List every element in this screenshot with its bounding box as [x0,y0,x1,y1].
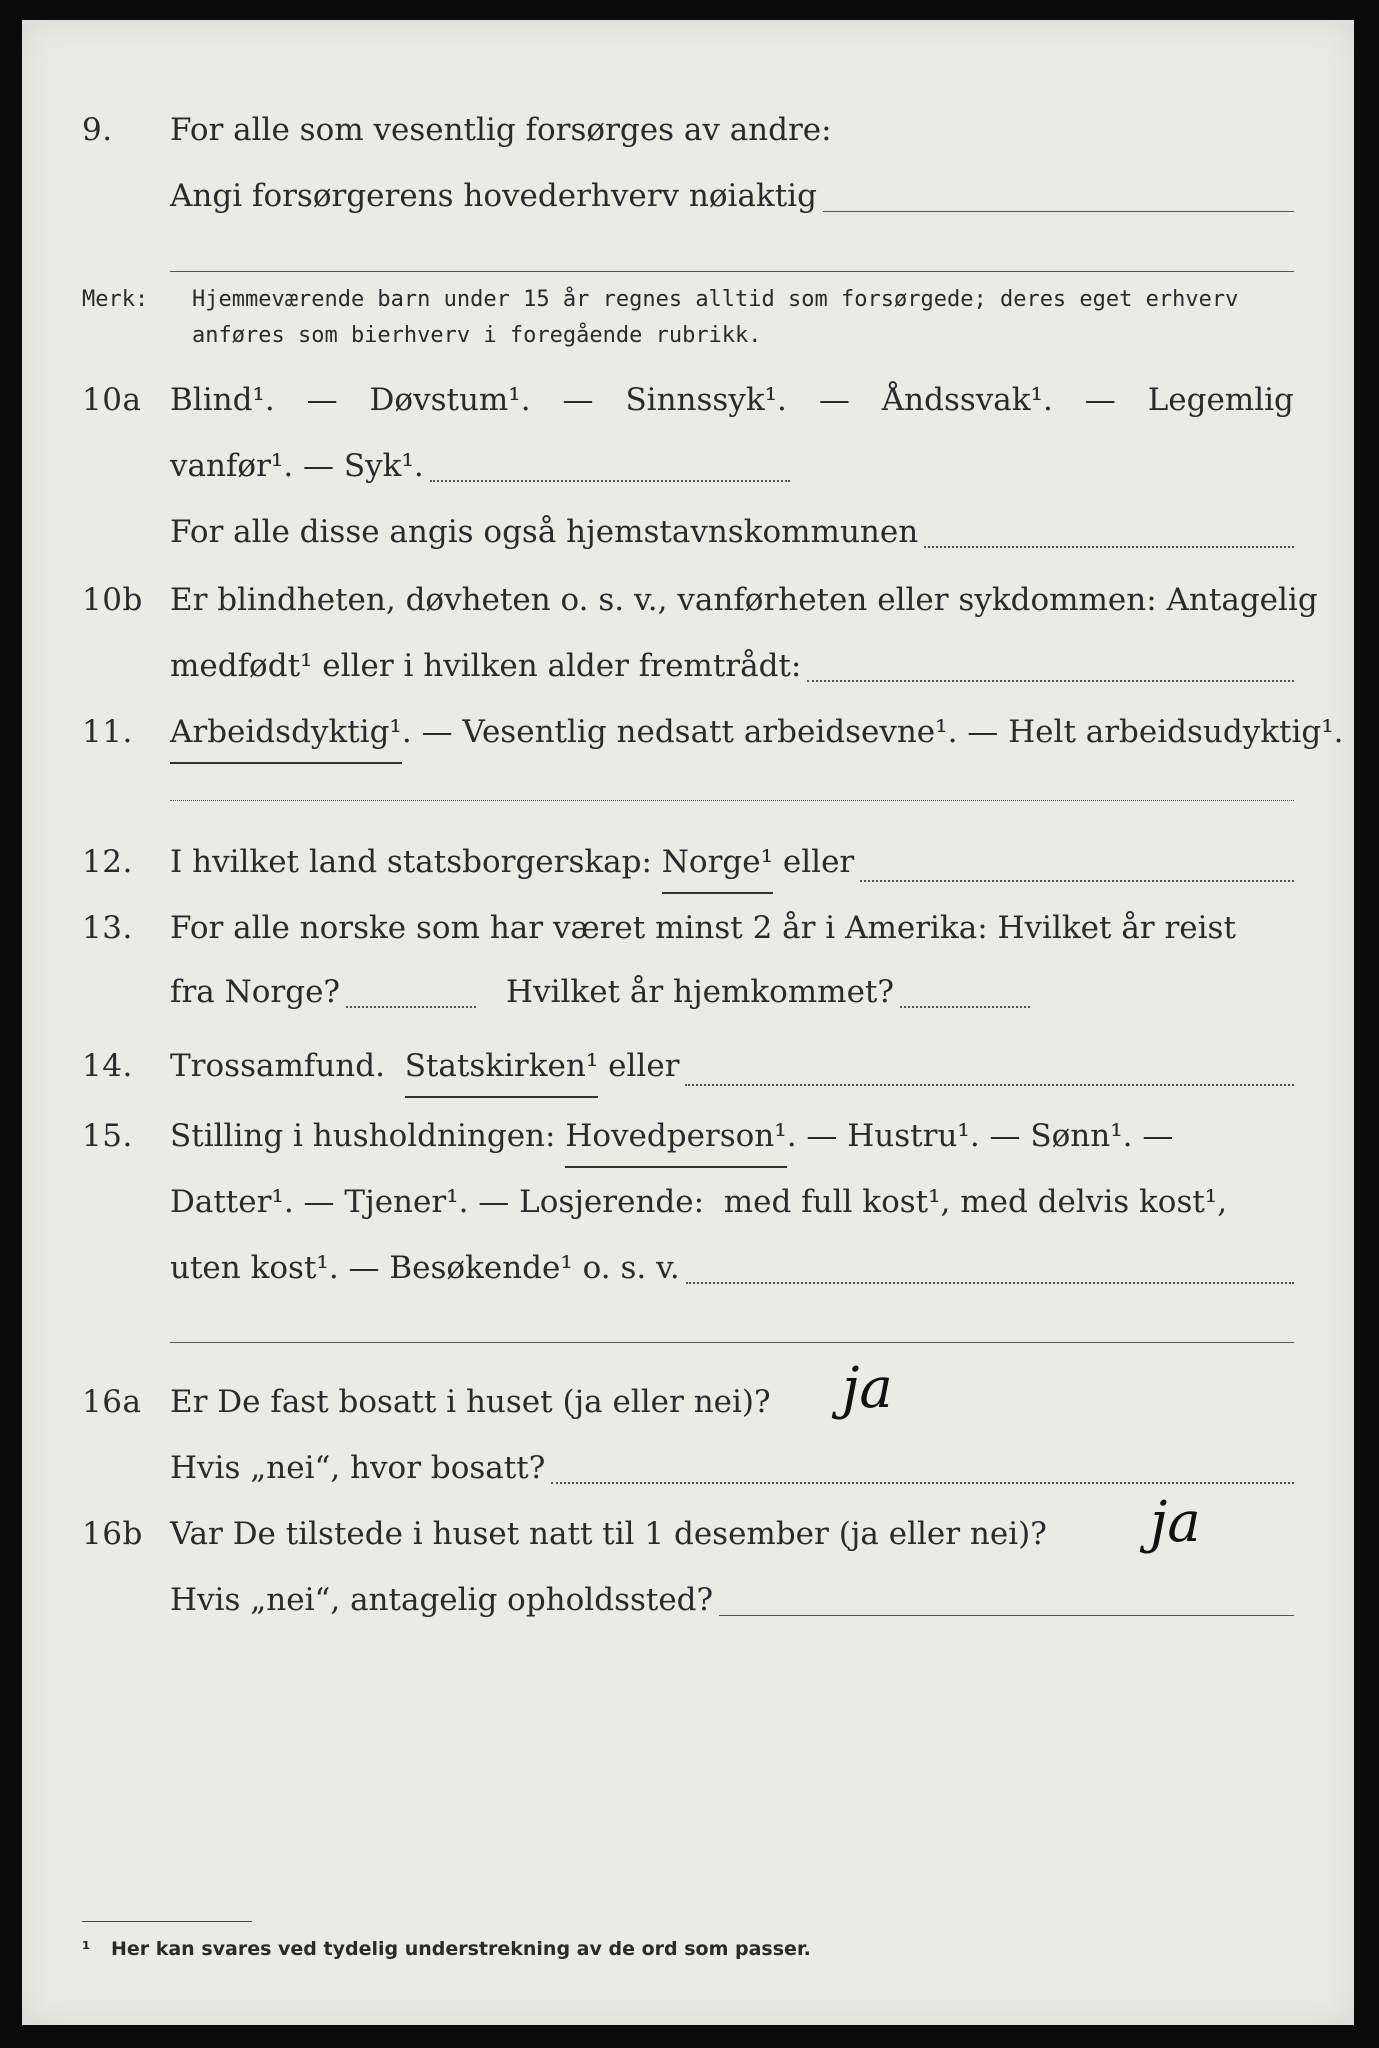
handwritten-answer: ja [1150,1490,1201,1555]
answer-line[interactable] [170,800,1294,801]
question-11 [22,704,1354,760]
footnote [82,1934,1294,1964]
question-text: Hvis „nei“, hvor bosatt? [170,1450,546,1486]
answer-line[interactable] [686,1281,1294,1284]
question-number: 15. [82,1118,133,1154]
question-text: Hvilket år hjemkommet? [506,974,895,1010]
question-15 [22,1108,1354,1164]
dash: — [1084,382,1116,418]
question-number: 13. [82,910,133,946]
question-16a-line-2 [22,1440,1354,1496]
question-text: fra Norge? [170,974,341,1010]
answer-line[interactable] [823,210,1294,212]
answer-line[interactable] [170,1342,1294,1343]
form-page [22,20,1354,2025]
question-text: Hvis „nei“, antagelig opholdssted? [170,1582,714,1618]
question-12 [22,834,1354,890]
option-blind[interactable]: Blind¹. [170,382,275,418]
question-text: Angi forsørgerens hovederhverv nøiaktig [170,178,817,214]
question-10b-line-2 [22,638,1354,694]
question-10a [22,372,1354,428]
question-13 [22,900,1354,956]
question-text: Stilling i husholdningen: [170,1118,556,1154]
question-13-line-2 [22,964,1354,1020]
answer-line[interactable] [430,479,790,482]
question-9 [22,102,1354,158]
question-number: 10a [82,382,142,418]
answer-line[interactable] [551,1481,1294,1484]
question-10b [22,572,1354,628]
question-number: 16b [82,1516,143,1552]
question-16a [22,1374,1354,1430]
dash: — [306,382,338,418]
selected-option[interactable]: Hovedperson¹ [565,1108,786,1168]
footnote-mark: ¹ [82,1938,91,1960]
question-15-line-2 [22,1174,1354,1230]
question-text: For alle som vesentlig forsørges av andre: [170,112,832,148]
question-text: Trossamfund. [170,1048,385,1084]
question-number: 10b [82,582,143,618]
question-text: uten kost¹. — Besøkende¹ o. s. v. [170,1250,680,1286]
question-text: Er blindheten, døvheten o. s. v., vanførheten eller sykdommen: Antagelig [170,582,1318,618]
question-10a-line-3 [22,504,1354,560]
answer-line[interactable] [860,879,1294,882]
question-text: Var De tilstede i huset natt til 1 desember (ja eller nei)? [170,1516,1047,1552]
option-dovstum[interactable]: Døvstum¹. [369,382,531,418]
question-text: vanfør¹. — Syk¹. [170,448,424,484]
footnote-divider [82,1921,252,1922]
dash: — [562,382,594,418]
question-text: Datter¹. — Tjener¹. — Losjerende: med full kost¹, med delvis kost¹, [170,1184,1228,1220]
selected-option[interactable]: Norge¹ [662,834,773,894]
question-number: 16a [82,1384,142,1420]
question-text: For alle norske som har været minst 2 år i Amerika: Hvilket år reist [170,910,1236,946]
option-legemlig[interactable]: Legemlig [1147,382,1294,418]
question-9-line-2 [22,168,1354,224]
answer-line[interactable] [924,545,1294,548]
answer-line[interactable] [807,679,1294,682]
note-label: Merk: [82,287,149,312]
answer-line[interactable] [719,1614,1294,1616]
question-text: eller [782,844,855,880]
option-sinnssyk[interactable]: Sinnssyk¹. [625,382,787,418]
question-number: 9. [82,112,113,148]
dash: — [818,382,850,418]
answer-line[interactable] [170,271,1294,272]
question-text: Er De fast bosatt i huset (ja eller nei)? [170,1384,771,1420]
question-text: For alle disse angis også hjemstavnskommunen [170,514,919,550]
question-number: 11. [82,714,133,750]
selected-option[interactable]: Statskirken¹ [405,1038,599,1098]
question-text: . — Vesentlig nedsatt arbeidsevne¹. — Helt arbeidsudyktig¹. [401,714,1344,750]
footnote-text: Her kan svares ved tydelig understrekning av de ord som passer. [110,1938,811,1960]
answer-line[interactable] [900,1005,1030,1008]
question-10a-line-2 [22,438,1354,494]
answer-line[interactable] [685,1083,1294,1086]
note-text: Hjemmeværende barn under 15 år regnes alltid som forsørgede; deres eget erhverv anføres som bierhverv i foregående rubrikk. [192,287,1239,348]
answer-line[interactable] [346,1005,476,1008]
selected-option[interactable]: Arbeidsdyktig¹ [170,704,402,764]
question-text: . — Hustru¹. — Sønn¹. — [786,1118,1174,1154]
question-15-line-3 [22,1240,1354,1296]
question-14 [22,1038,1354,1094]
question-text: I hvilket land statsborgerskap: [170,844,652,880]
option-andssvak[interactable]: Åndssvak¹. [881,382,1053,418]
question-text: medfødt¹ eller i hvilken alder fremtrådt: [170,648,802,684]
question-number: 12. [82,844,133,880]
question-text: eller [608,1048,680,1084]
handwritten-answer: ja [842,1356,893,1421]
question-number: 14. [82,1048,133,1084]
question-16b-line-2 [22,1572,1354,1628]
